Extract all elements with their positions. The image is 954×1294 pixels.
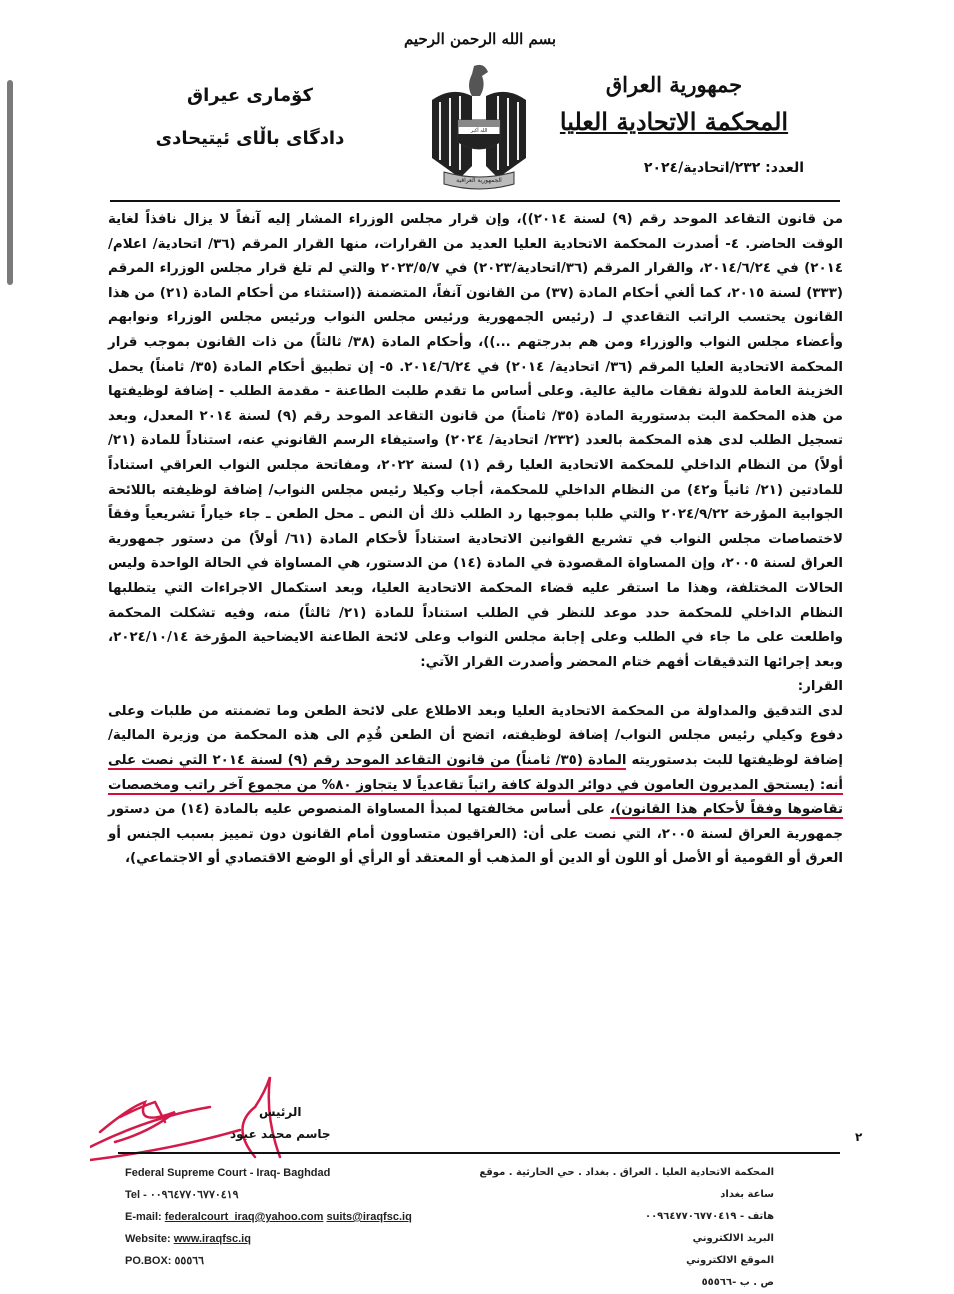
page-number: ٢	[855, 1130, 863, 1144]
footer-pobox: PO.BOX: ٥٥٥٦٦	[125, 1255, 205, 1267]
footer-email-link-1[interactable]: federalcourt_iraq@yahoo.com	[164, 1211, 324, 1223]
country-name-kurdish: كۆماری عیراق	[187, 85, 313, 106]
court-name-kurdish: دادگای باڵای ئیتیحادی	[155, 128, 345, 149]
footer-website-link[interactable]: www.iraqfsc.iq	[173, 1233, 251, 1245]
decision-intro: لدى التدقيق والمداولة من المحكمة الاتحادية العليا وبعد الاطلاع على لائحة الطعن وما تضمنته من طلبات وعلى دفوع وكيلي رئيس مجلس النواب/ إضافة لوظيفته، اتضح أن الطعن قُدِم الى هذه المحكمة من وزيرة المالية/ إضافة لوظيفتها للبت بدستوريته	[108, 703, 843, 769]
decision-label: القرار:	[797, 679, 843, 695]
footer-website-row	[125, 1228, 412, 1250]
footer-email-row	[125, 1206, 412, 1228]
footer-website-label: Website:	[125, 1233, 171, 1245]
emblem-text: الله أكبر	[470, 128, 488, 134]
footer-email-label: E-mail:	[125, 1211, 162, 1223]
footer-arabic	[454, 1162, 774, 1294]
footer-divider	[118, 1152, 840, 1154]
footer-website-ar: الموقع الالكتروني	[686, 1255, 774, 1266]
document-number-value: ٢٣٢/اتحادية/٢٠٢٤	[643, 160, 761, 176]
footer-pobox-ar: ص . ب -٥٥٥٦٦	[701, 1277, 774, 1288]
signatory-title: الرئيس	[259, 1105, 302, 1119]
decision-continuation: على أساس مخالفتها لمبدأ المساواة المنصوص عليه بالمادة (١٤) من دستور جمهورية العراق لسنة ٢٠٠٥، التي نصت على أن: (العراقيون متساوون أمام القانون دون تمييز بسبب الجنس أو العرق أو القومية أو الأصل أو اللون أو الدين أو المذهب أو المعتقد أو الرأي أو الوضع الاقتصادي أو الاجتماعي)،	[108, 802, 844, 867]
signatory-name: جاسم محمد عبود	[230, 1127, 331, 1141]
document-body	[108, 208, 843, 872]
court-name: المحكمة الاتحادية العليا	[559, 107, 789, 136]
document-number-label: العدد:	[765, 160, 804, 176]
footer-tel: Tel - ٠٠٩٦٤٧٧٠٦٧٧٠٤١٩	[125, 1189, 239, 1201]
footer-address-ar: المحكمة الاتحادية العليا . العراق . بغداد . حي الحارثية . موقع ساعة بغداد	[479, 1167, 774, 1200]
decision-paragraph	[108, 700, 843, 872]
document-number	[644, 160, 804, 176]
iraq-emblem-icon	[424, 60, 534, 192]
footer-court-name: Federal Supreme Court - Iraq- Baghdad	[125, 1167, 331, 1179]
basmala: بسم الله الرحمن الرحيم	[403, 30, 557, 48]
footer-english	[125, 1162, 412, 1272]
header-divider	[110, 200, 840, 202]
signature-block	[230, 1105, 331, 1149]
highlighted-article-text: المادة (٣٥/ ثامناً) من قانون التقاعد الموحد رقم (٩) لسنة ٢٠١٤ التي نصت على أنه: (يستحق المديرون العامون في دوائر الدولة كافة راتباً تقاعدياً لا يتجاوز ٨٠% من مجموع آخر راتب ومخصصات تقاضوها وفقاً لأحكام هذا القانون)،	[108, 753, 843, 818]
footer-email-link-2[interactable]: suits@iraqfsc.iq	[326, 1211, 412, 1223]
footer-email-ar: البريد الالكتروني	[692, 1233, 774, 1244]
court-header-kurdish	[140, 85, 360, 171]
court-header-arabic	[544, 72, 804, 136]
emblem-banner: الجمهورية العراقية	[456, 177, 502, 184]
country-name: جمهورية العراق	[605, 72, 743, 97]
body-paragraph: من قانون التقاعد الموحد رقم (٩) لسنة ٢٠١٤))، وإن قرار مجلس الوزراء المشار إليه آنفاً لا يزال نافذاً لغاية الوقت الحاضر. ٤- أصدرت المحكمة الاتحادية العليا العديد من القرارات، منها القرار المرقم (٣٦/ اتحادية/ اعلام/٢٠١٤) في ٢٠١٤/٦/٢٤، والقرار المرقم (٣٦/اتحادية/٢٠٢٣) في ٢٠٢٣/٥/٧ والتي لم تلغ قرار مجلس الوزراء المرقم (٣٣٣) لسنة ٢٠١٥، كما ألغي أحكام المادة (٣٧) من القانون آنفاً، المتضمنة ((استثناء من أحكام المادة (٢١) من هذا القانون يحتسب الراتب التقاعدي لـ (رئيس الجمهورية ورئيس مجلس النواب ورئيس مجلس الوزراء ونوابهم وأعضاء مجلس النواب والوزراء ومن هم بدرجتهم ...))، وأحكام المادة (٣٨/ ثالثاً) من ذات القانون بموجب قرار المحكمة الاتحادية العليا المرقم (٣٦/ اتحادية/ ٢٠١٤) في ٢٠١٤/٦/٢٤. ٥- إن تطبيق أحكام المادة (٣٥/ ثامناً) يحمل الخزينة العامة للدولة نفقات مالية عالية. وعلى أساس ما تقدم طلبت الطاعنة - مقدمة الطلب - إضافة لوظيفتها من هذه المحكمة البت بدستورية المادة (٣٥/ ثامناً) من قانون التقاعد الموحد رقم (٩) لسنة ٢٠١٤ المعدل، وبعد تسجيل الطلب لدى هذه المحكمة بالعدد (٢٣٢/ اتحادية/ ٢٠٢٤) واستيفاء الرسم القانوني عنه، استناداً للمادة (٢١/ أولاً) من النظام الداخلي للمحكمة الاتحادية العليا رقم (١) لسنة ٢٠٢٢، ومفاتحة مجلس النواب العراقي استناداً للمادتين (٢١/ ثانياً و٤٢) من النظام الداخلي للمحكمة، أجاب وكيلا رئيس مجلس النواب/ إضافة لوظيفته باللائحة الجوابية المؤرخة ٢٠٢٤/٩/٢٢ والتي طلبا بموجبها رد الطلب ذلك أن النص ـ محل الطعن ـ جاء خياراً تشريعياً وفقاً لاختصاصات مجلس النواب في تشريع القوانين الاتحادية استناداً لأحكام المادة (٦١/ أولاً) من دستور جمهورية العراق لسنة ٢٠٠٥، وإن المساواة المقصودة في المادة (١٤) من الدستور، هي المساواة في الحالة الواحدة وليس الحالات المختلفة، وهذا ما استقر عليه قضاء المحكمة الاتحادية العليا، وبعد استكمال الاجراءات التي يتطلبها النظام الداخلي للمحكمة حدد موعد للنظر في الطلب استناداً للمادة (٢١/ ثالثاً) منه، وفيه تشكلت المحكمة واطلعت على ما جاء في الطلب وعلى إجابة مجلس النواب وعلى لائحة الطاعنة الايضاحية المؤرخة ٢٠٢٤/١٠/١٤، وبعد إجرائها التدقيقات أفهم ختام المحضر وأصدرت القرار الآتي:	[108, 212, 844, 670]
footer-tel-ar: هاتف - ٠٠٩٦٤٧٧٠٦٧٧٠٤١٩	[644, 1211, 774, 1222]
